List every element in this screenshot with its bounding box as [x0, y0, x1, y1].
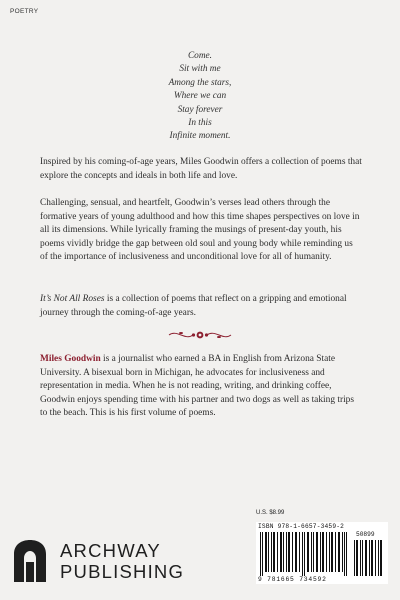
publisher-name-line2: PUBLISHING [60, 561, 185, 582]
author-bio-text: is a journalist who earned a BA in English from Arizona State University. A bisexual born in Michigan, he advocates for inclusiveness and representation in media. When he is not reading, writing, and drinking coffee, Goodwin enjoys spending time with his partner and two dogs as well as taking trips to the beach. This is his first volume of poems. [40, 354, 355, 419]
publisher-name-line1: ARCHWAY [60, 540, 161, 561]
addon-barcode [353, 540, 385, 576]
blurb-paragraph-3-rest: is a collection of poems that reflect on a gripping and emotional journey through the coming-of-age years. [40, 294, 347, 318]
epigraph-poem [0, 50, 400, 144]
category-label: POETRY [10, 8, 39, 15]
ean-barcode [258, 532, 350, 576]
poem-line: In this [188, 118, 212, 129]
poem-line: Stay forever [177, 104, 223, 115]
rose-vine-ornament-icon [167, 328, 233, 342]
poem-line: Come. [187, 51, 212, 61]
poem-line: Among the stars, [168, 77, 232, 88]
price-label: U.S. $8.99 [256, 510, 285, 516]
author-bio [40, 353, 362, 421]
poem-line: Infinite moment. [169, 131, 231, 142]
poem-line: Sit with me [179, 64, 221, 75]
blurb-paragraph-3 [40, 293, 362, 320]
isbn-text: ISBN 978-1-6657-3459-2 [258, 523, 345, 530]
addon-price-code: 50899 [356, 531, 375, 538]
author-name: Miles Goodwin [40, 354, 101, 364]
ean-digits: 9 781665 734592 [258, 576, 327, 583]
book-title: It’s Not All Roses [40, 294, 105, 304]
poem-line: Where we can [173, 91, 227, 102]
blurb-paragraph-1: Inspired by his coming-of-age years, Miles Goodwin offers a collection of poems that explore the concepts and ideals in both life and love. [40, 157, 362, 181]
blurb-paragraph-2: Challenging, sensual, and heartfelt, Goodwin’s verses lead others through the formative years of young adulthood and how this time shapes perspectives on love in all its dimensions. While lyrically framing the musings of present-day youth, his poems vividly bridge the gap between old soul and young body while reminding us of the importance of inclusiveness and unconditional love for all of humanity. [40, 198, 360, 263]
archway-logo-icon [10, 538, 50, 582]
